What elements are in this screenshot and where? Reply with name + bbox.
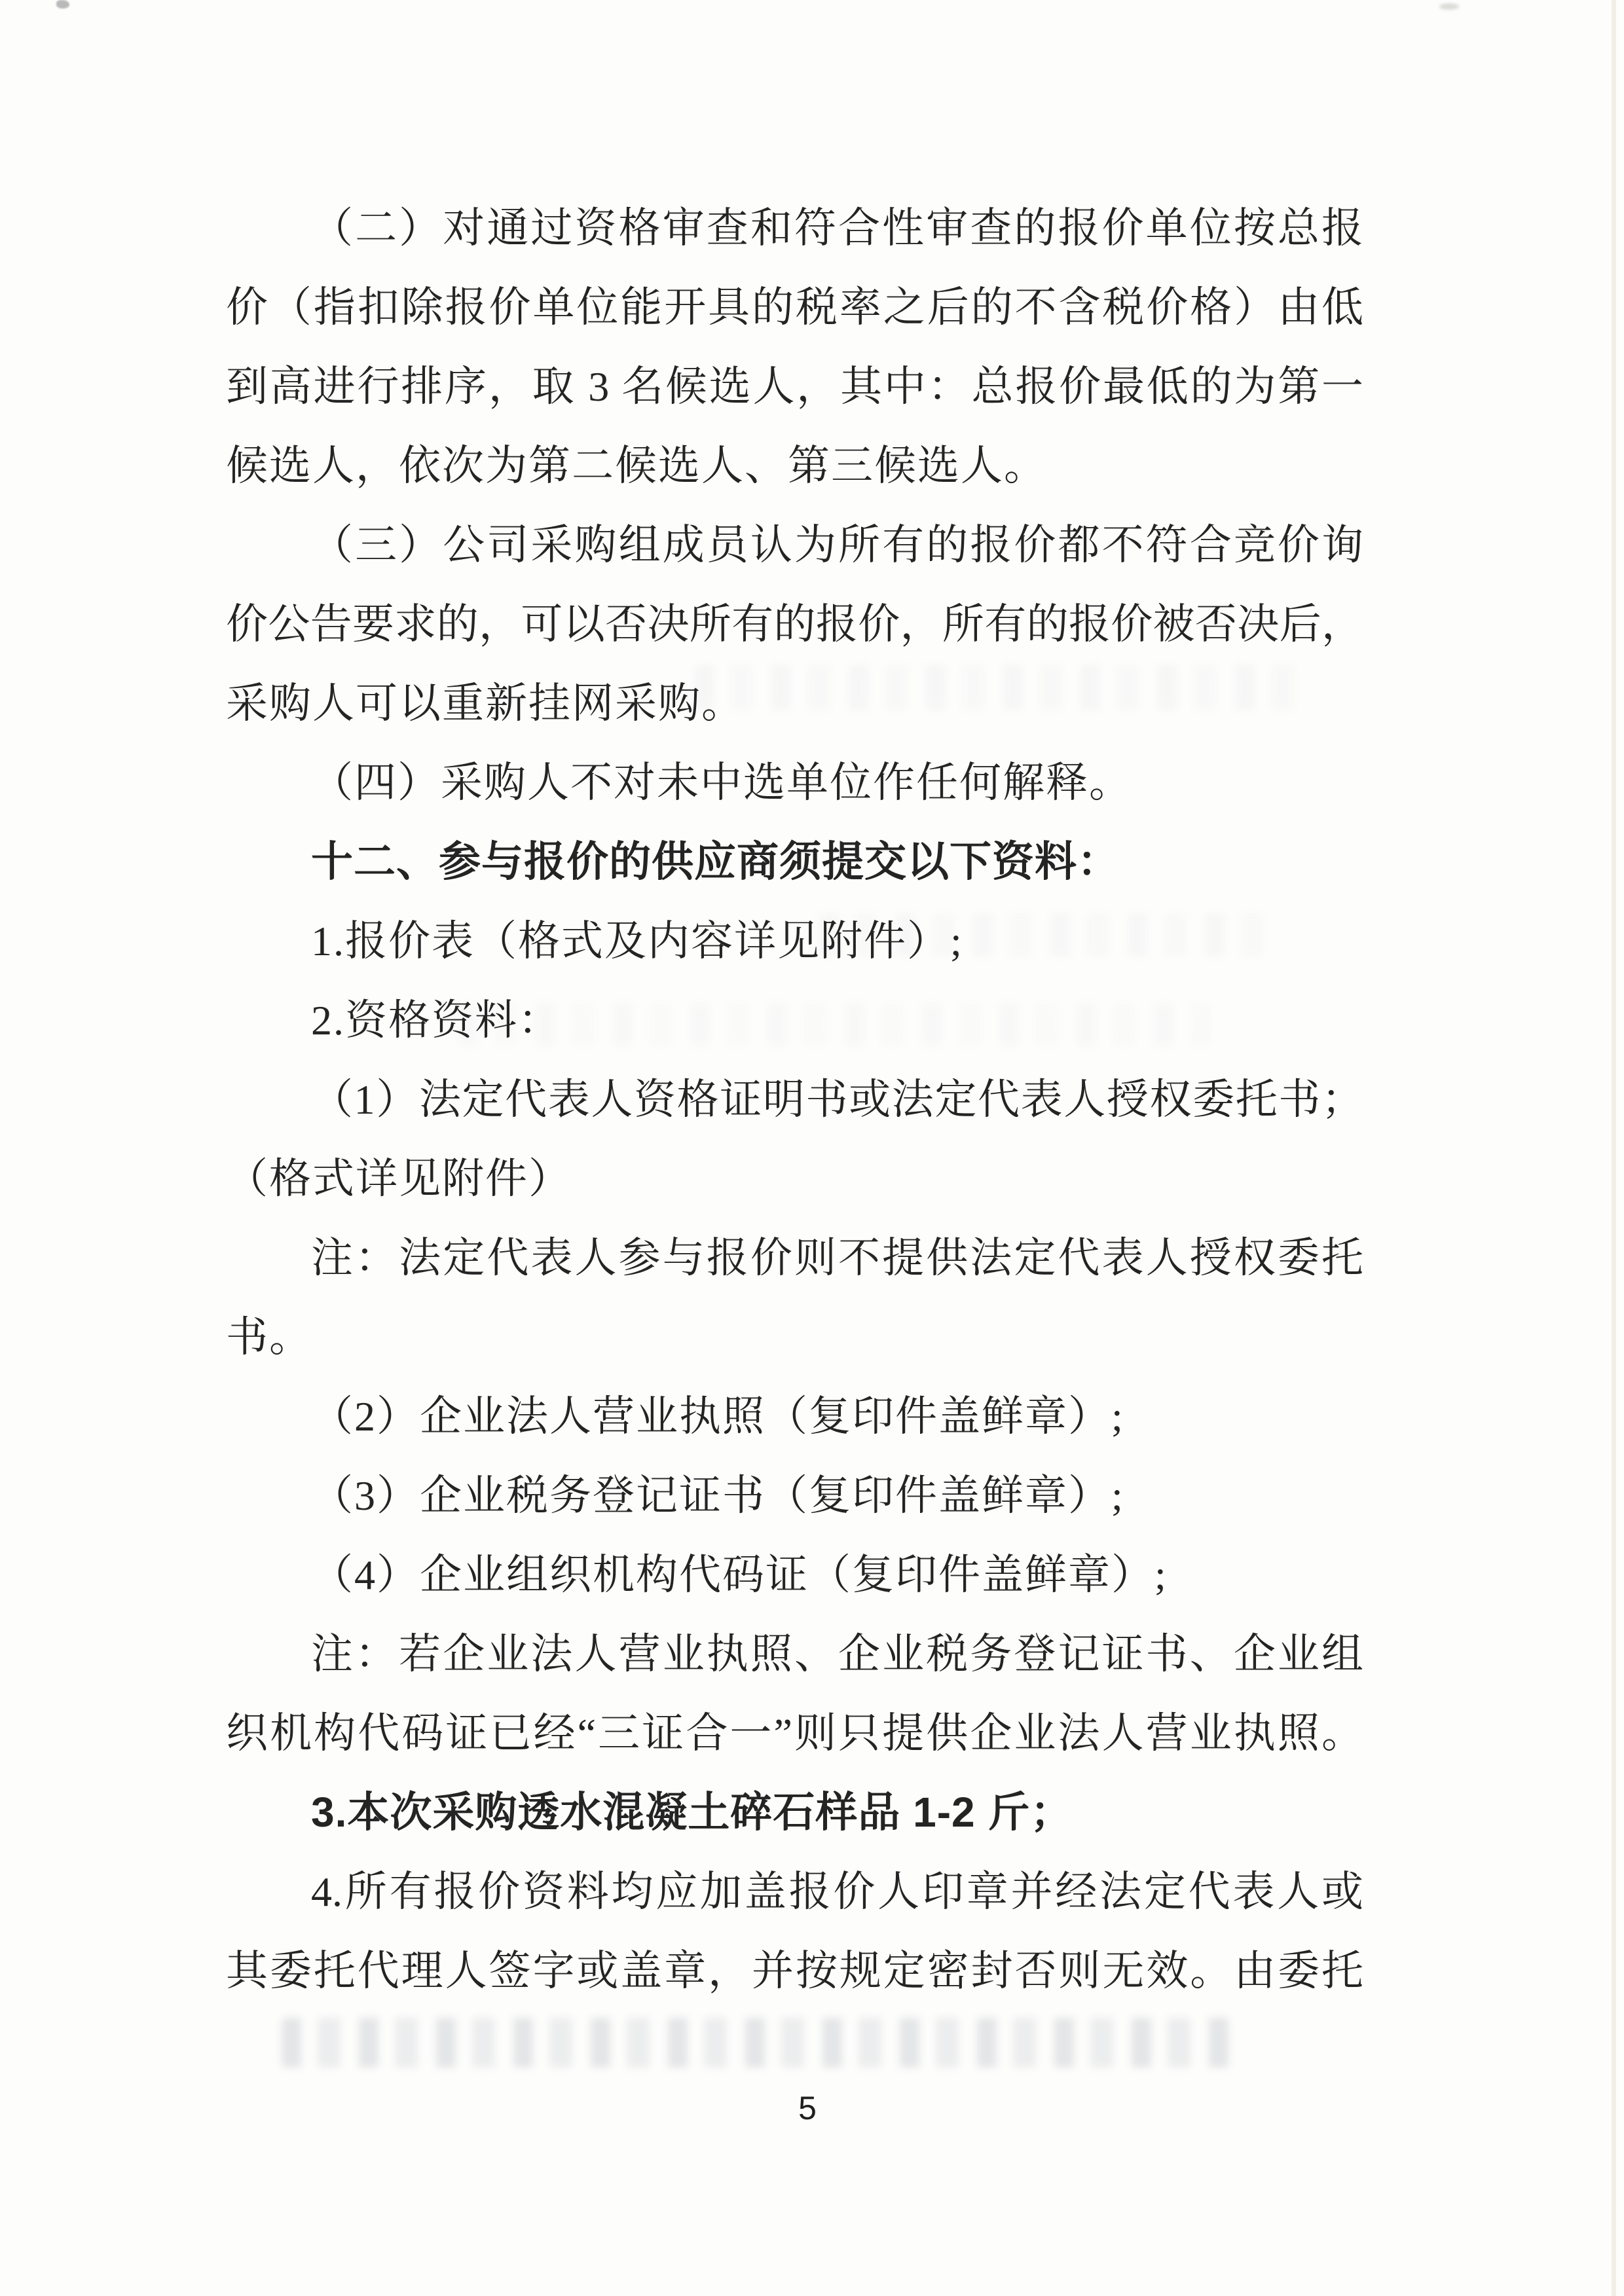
text-line: 采购人可以重新挂网采购。: [226, 680, 745, 727]
text-line: （三）公司采购组成员认为所有的报价都不符合竞价询: [311, 522, 1363, 568]
text-line: 3.本次采购透水混凝土碎石样品 1-2 斤；: [311, 1789, 1073, 1836]
text-line: 十二、参与报价的供应商须提交以下资料：: [311, 838, 1120, 885]
text-line: （4）企业组织机构代码证（复印件盖鲜章）;: [311, 1552, 1168, 1598]
text-line: 注：若企业法人营业执照、企业税务登记证书、企业组: [311, 1631, 1363, 1677]
scan-speck: [56, 0, 69, 9]
text-line: （2）企业法人营业执照（复印件盖鲜章）;: [311, 1393, 1124, 1440]
text-line: 到高进行排序，取 3 名候选人，其中：总报价最低的为第一: [226, 363, 1363, 410]
scan-edge-artifact: [1612, 0, 1616, 2296]
text-line: （1）法定代表人资格证明书或法定代表人授权委托书；: [311, 1076, 1363, 1123]
text-line: 织机构代码证已经“三证合一”则只提供企业法人营业执照。: [226, 1710, 1363, 1757]
page-number: 5: [798, 2090, 817, 2126]
text-line: 价（指扣除报价单位能开具的税率之后的不含税价格）由低: [226, 284, 1363, 331]
text-line: （四）采购人不对未中选单位作任何解释。: [311, 759, 1132, 806]
bleed-through-artifact: [282, 2018, 1238, 2068]
text-line: （3）企业税务登记证书（复印件盖鲜章）;: [311, 1472, 1124, 1519]
text-line: 其委托代理人签字或盖章，并按规定密封否则无效。由委托: [226, 1948, 1363, 1994]
text-line: 4.所有报价资料均应加盖报价人印章并经法定代表人或: [311, 1868, 1363, 1915]
scan-speck: [1439, 3, 1459, 10]
text-line: 1.报价表（格式及内容详见附件）;: [311, 918, 963, 964]
text-line: （二）对通过资格审查和符合性审查的报价单位按总报: [311, 205, 1363, 251]
text-line: 书。: [226, 1314, 312, 1360]
text-line: 候选人，依次为第二候选人、第三候选人。: [226, 443, 1047, 489]
document-body: [226, 189, 1363, 2011]
text-line: （格式详见附件）: [226, 1156, 572, 1202]
text-line: 2.资格资料：: [311, 997, 561, 1044]
text-line: 注：法定代表人参与报价则不提供法定代表人授权委托: [311, 1235, 1363, 1281]
text-line: 价公告要求的，可以否决所有的报价，所有的报价被否决后，: [226, 601, 1363, 647]
